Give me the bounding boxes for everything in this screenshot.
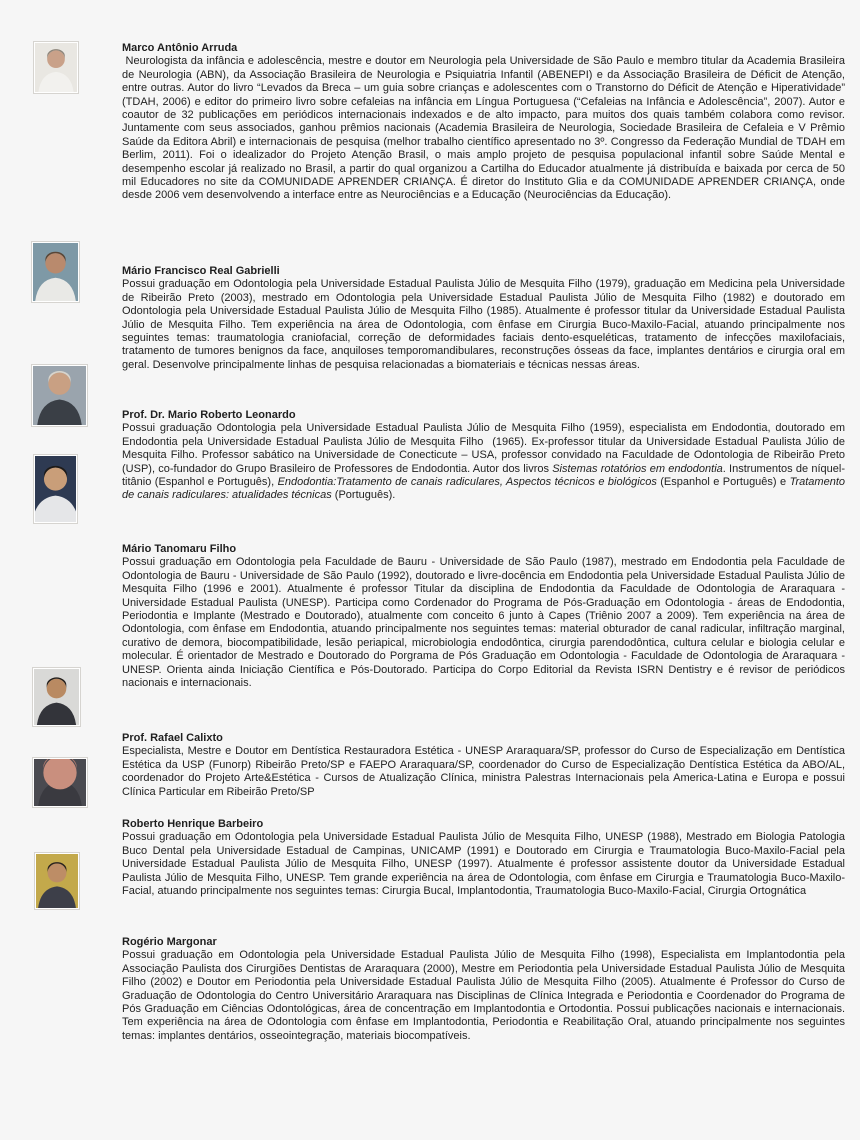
person-photo-placeholder bbox=[33, 366, 86, 425]
bio-text-segment-italic: Tratamento de canais radiculares: atualidades técnicas bbox=[122, 476, 849, 502]
bio-text-segment: Possui graduação em Odontologia pela Universidade Estadual Paulista Júlio de Mesquita Filho, UNESP (1988), Mestrado em Biologia Patologia Buco Dental pela Universidade Estadual de Campinas, UNICAMP (1991) e Doutorado em Cirurgia e Traumatologia Buco-Maxilo-Facial pela Universidade Estadual Paulista Júlio de Mesquita Filho, UNESP (1997). Atualmente é professor assistente doutor da Universidade Estadual Paulista Júlio de Mesquita Filho, UNESP. Tem grande experiência na área de Odontologia, com ênfase em Cirurgia e Traumatologia Buco-Maxilo-Facial, atuando principalmente nos seguintes temas: Cirurgia Bucal, Implantodontia, Traumatologia Buco-Maxilo-Facial, Cirurgia Ortognática bbox=[122, 831, 849, 898]
bio-content bbox=[122, 265, 849, 372]
bio-content bbox=[122, 818, 849, 898]
person-photo-placeholder bbox=[33, 243, 78, 301]
person-bio-text bbox=[122, 949, 849, 1043]
person-name-mario-francisco-real-gabrielli: Mário Francisco Real Gabrielli bbox=[122, 265, 280, 277]
photo-mario-roberto-leonardo bbox=[31, 364, 88, 427]
photo-rogerio-margonar bbox=[34, 852, 80, 910]
bio-content bbox=[122, 732, 849, 799]
person-bio-text bbox=[122, 422, 849, 502]
person-photo-placeholder bbox=[36, 854, 78, 908]
bio-content bbox=[122, 936, 849, 1043]
bio-text-segment: Possui graduação em Odontologia pela Universidade Estadual Paulista Júlio de Mesquita Filho (1979), graduação em Medicina pela Universidade de Ribeirão Preto (2003), mestrado em Odontologia pela Universidade Estadual Paulista Júlio de Mesquita Filho (1982) e doutorado em Odontologia pela Universidade Estadual Paulista Júlio de Mesquita Filho (1985). Atualmente é professor titular da Universidade Estadual Paulista Júlio de Mesquita Filho. Tem experiência na área de Odontologia, com ênfase em Cirurgia Buco-Maxilo-Facial, atuando principalmente nos seguintes temas: traumatologia craniofacial, correção de deformidades faciais dento-esqueléticas, tratamento de infecções maxilofaciais, tratamento de tumores benignos da face, anquiloses temporomandibulares, reconstruções ósseas da face, implantes dentários e cirurgia oral em geral. Desenvolve principalmente linhas de pesquisa relacionadas a biomateriais e técnicas nessas áreas. bbox=[122, 278, 849, 371]
person-bio-text bbox=[122, 556, 849, 690]
bio-text-segment: Possui graduação em Odontologia pela Universidade Estadual Paulista Júlio de Mesquita Filho (1998), Especialista em Implantodontia pela Associação Paulista dos Cirurgiões Dentistas de Araraquara (2000), Mestre em Periodontia pela Universidade Estadual Paulista Júlio de Mesquita Filho (2002) e Doutor em Periodontia pela Universidade Estadual Paulista Júlio de Mesquita Filho (2005). Atualmente é Professor do Curso de Graduação de Odontologia do Centro Universitário Araraquara nas Disciplinas de Clínica Integrada e Periodontia e Coordenador do Programa de Pós Graduação em Ciências Odontológicas, área de concentração em Implantodontia e Ortodontia. Possui publicações nacionais e internacionais. Tem experiência na área de Odontologia com ênfase em Implantodontia, Periodontia e Reabilitação Oral, atuando principalmente nos seguintes temas: implantes dentários, osseointegração, materiais biocompatíveis. bbox=[122, 949, 849, 1042]
bio-content bbox=[122, 42, 849, 203]
bio-text-segment: Possui graduação em Odontologia pela Faculdade de Bauru - Universidade de São Paulo (1987), mestrado em Endodontia pela Faculdade de Odontologia de Bauru - Universidade de São Paulo (1992), doutorado e livre-docência em Endodontia pela Universidade Estadual Paulista Júlio de Mesquita Filho (1996 e 2001). Atualmente é professor Titular da disciplina de Endodontia da Faculdade de Odontologia de Araraquara - Universidade Estadual Paulista (UNESP). Participa como Cordenador do Programa de Pós-Graduação em Odontologia - áreas de Endodontia, Periodontia e Implante (Mestrado e Doutorado), atualmente com conceito 6 junto à Capes (Triênio 2007 a 2009). Tem experiência na área de Odontologia, com ênfase em Endodontia, atuando principalmente nos seguintes temas: material obturador de canal radicular, infiltração marginal, curativo de demora, biocompatibilidade, lesão periapical, microbiologia endodôntica, cirurgia parendodôntica, cultura celular e biologia celular e molecular. É orientador de Mestrado e Doutorado do Porgrama de Pós Graduação em Odontologia - Faculdade de Odontologia de Araraquara - UNESP. Orienta ainda Iniciação Científica e Pós-Doutorado. Participa do Corpo Editorial da Revista ISRN Dentistry e é revisor de periódicos nacionais e internacionais. bbox=[122, 556, 849, 690]
person-bio-text bbox=[122, 745, 849, 799]
photo-marco-antonio-arruda bbox=[33, 41, 79, 94]
bio-content bbox=[122, 543, 849, 690]
bio-text-segment-italic: Endodontia:Tratamento de canais radiculares, Aspectos técnicos e biológicos bbox=[277, 476, 657, 489]
bio-text-segment-italic: Sistemas rotatórios em endodontia bbox=[552, 462, 723, 475]
photo-roberto-henrique-barbeiro bbox=[32, 757, 88, 808]
photo-mario-francisco-real-gabrielli bbox=[31, 241, 80, 303]
person-photo-placeholder bbox=[34, 759, 86, 806]
person-bio-text bbox=[122, 831, 849, 898]
person-bio-text bbox=[122, 55, 849, 202]
person-name-marco-antonio-arruda: Marco Antônio Arruda bbox=[122, 42, 238, 54]
photo-rafael-calixto bbox=[32, 667, 81, 727]
person-name-mario-roberto-leonardo: Prof. Dr. Mario Roberto Leonardo bbox=[122, 409, 296, 421]
person-name-rogerio-margonar: Rogério Margonar bbox=[122, 936, 217, 948]
bio-text-segment: Especialista, Mestre e Doutor em Dentística Restauradora Estética - UNESP Araraquara/SP, professor do Curso de Especialização em Dentística Estética da USP (Funorp) Ribeirão Preto/SP e FAEPO Araraquara/SP, coordenador do Curso de Especialização Dentística Estética da ABO/AL, coordenador do Projeto Arte&Estética - Cursos de Atualização Clínica, ministra Palestras Internacionais pela America-Latina e Europa e possui Clínica Particular em Ribeirão Preto/SP bbox=[122, 745, 849, 798]
photo-mario-tanomaru-filho bbox=[33, 454, 78, 524]
person-bio-text bbox=[122, 278, 849, 372]
bio-content bbox=[122, 409, 849, 503]
bio-text-segment: (Espanhol e Português) e bbox=[656, 476, 790, 489]
person-photo-placeholder bbox=[35, 43, 77, 92]
person-photo-placeholder bbox=[34, 669, 79, 725]
person-name-rafael-calixto: Prof. Rafael Calixto bbox=[122, 732, 223, 744]
person-photo-placeholder bbox=[35, 456, 76, 522]
bio-text-segment: (Português). bbox=[331, 489, 396, 502]
bio-text-segment: Neurologista da infância e adolescência, mestre e doutor em Neurologia pela Universidade de São Paulo e membro titular da Academia Brasileira de Neurologia (ABN), da Associação Brasileira de Neurologia e Psiquiatria Infantil (ABENEPI) e da Associação Brasileira de Déficit de Atenção, entre outras. Autor do livro “Levados da Breca – um guia sobre crianças e adolescentes com o Transtorno do Déficit de Atenção e Hiperatividade” (TDAH, 2006) e editor do primeiro livro sobre cefaleias na infância em Língua Portuguesa (“Cefaleias na Infância e Adolescência”, 2007). Autor e coautor de 32 publicações em periódicos internacionais indexados e de alto impacto, para muitos dos quais também colabora como revisor. Juntamente com seus associados, ganhou prêmios nacionais (Academia Brasileira de Neurologia, Sociedade Brasileira de Cefaleia e V Prêmio Saúde da Editora Abril) e internacionais de pesquisa (melhor trabalho científico apresentado no 3º. Congresso da Federação Mundial de TDAH em Berlim, 2011). Foi o idealizador do Projeto Atenção Brasil, o mais amplo projeto de pesquisa populacional infantil sobre Saúde Mental e desempenho escolar já realizado no Brasil, a partir do qual organizou a Cartilha do Educador atualmente já distribuída e baixada por cerca de 50 mil Educadores no site da COMUNIDADE APRENDER CRIANÇA. É diretor do Instituto Glia e da COMUNIDADE APRENDER CRIANÇA, onde desde 2006 vem desenvolvendo a interface entre as Neurociências e a Educação (Neurociências da Educação). bbox=[122, 55, 849, 202]
bio-text-segment: Possui graduação Odontologia pela Universidade Estadual Paulista Júlio de Mesquita Filho (1959), especialista em Endodontia, doutorado em Endodontia pela Universidade Estadual Paulista Júlio de Mesquita Filho (1965). Ex-professor titular da Universidade Estadual Paulista Júlio de Mesquita Filho. Professor sabático na Universidade de Conecticute – USA, professor convidado na Faculdade de Odontologia de Ribeirão Preto (USP), co-fundador do Grupo Brasileiro de Professores de Endodontia. Autor dos livros bbox=[122, 422, 849, 475]
person-name-roberto-henrique-barbeiro: Roberto Henrique Barbeiro bbox=[122, 818, 264, 830]
bio-text-segment: . Instrumentos de níquel-titânio (Espanhol e Português), bbox=[122, 462, 845, 489]
person-name-mario-tanomaru-filho: Mário Tanomaru Filho bbox=[122, 543, 237, 555]
